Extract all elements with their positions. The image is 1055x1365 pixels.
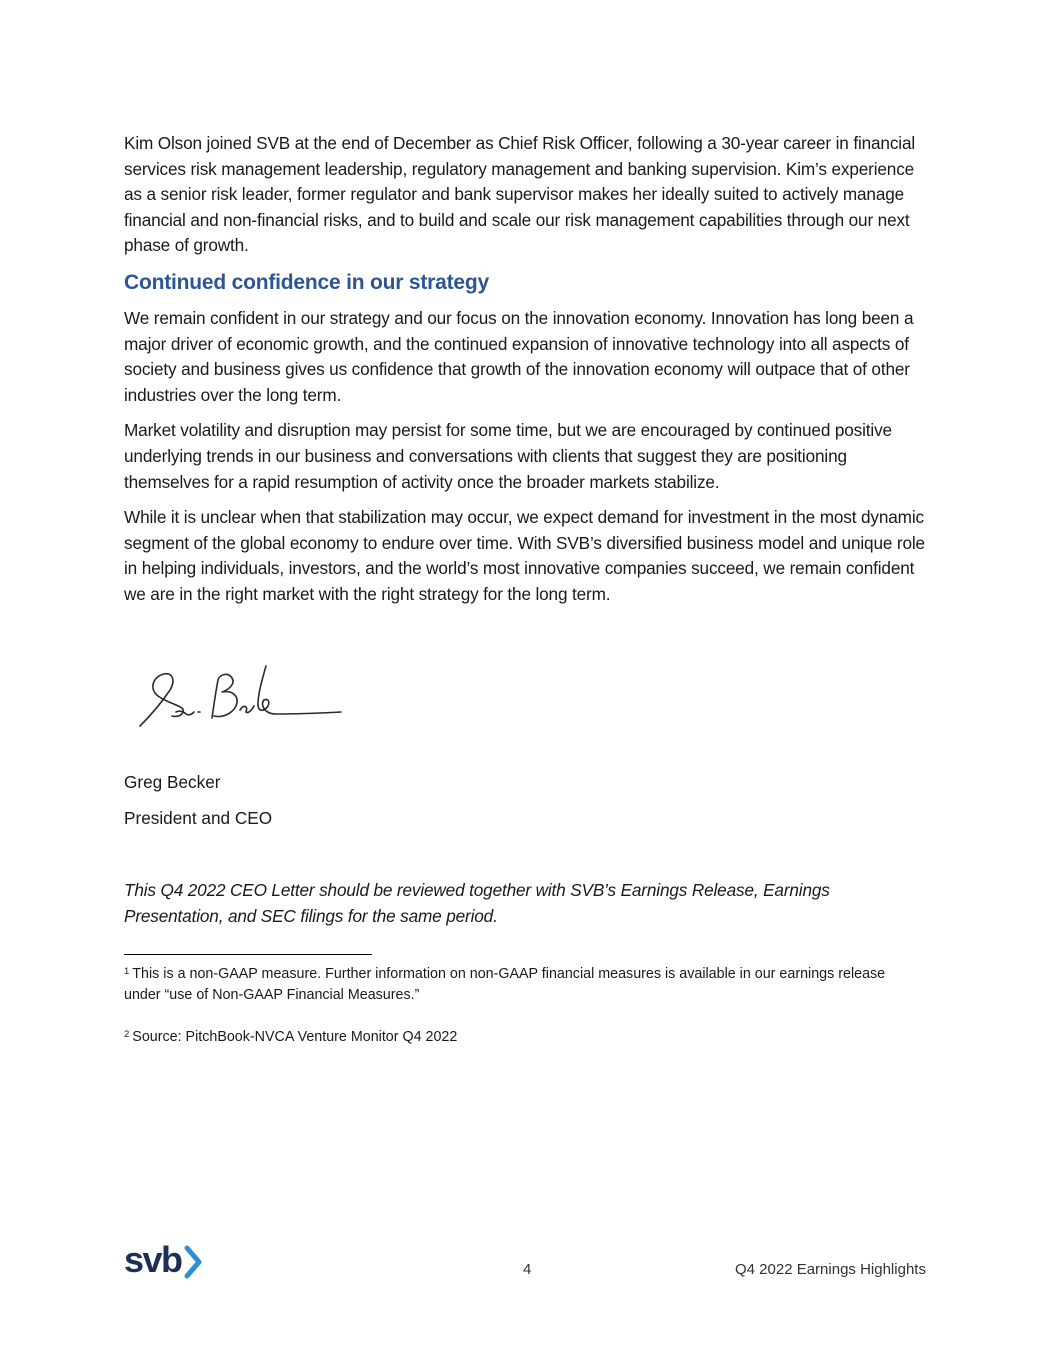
svb-logo bbox=[124, 1240, 204, 1280]
footnote-mark: 2 bbox=[124, 1029, 130, 1040]
footnote-2 bbox=[124, 1027, 924, 1048]
logo-text: svb bbox=[124, 1239, 182, 1280]
signer-title: President and CEO bbox=[124, 808, 273, 828]
footnote-divider bbox=[124, 954, 372, 955]
footnote-1 bbox=[124, 964, 924, 1005]
section-heading: Continued confidence in our strategy bbox=[124, 270, 489, 294]
page-number: 4 bbox=[523, 1261, 532, 1278]
signature-image bbox=[136, 660, 346, 735]
footnote-mark: 1 bbox=[124, 966, 130, 977]
footnote-text: This is a non-GAAP measure. Further information on non-GAAP financial measures is available in our earnings release under “use of Non-GAAP Financial Measures.” bbox=[124, 966, 886, 1003]
paragraph-market-volatility: Market volatility and disruption may persist for some time, but we are encouraged by continued positive underlying trends in our business and conversations with clients that suggest they are positioning themselves for a rapid resumption of activity once the broader markets stabilize. bbox=[124, 420, 892, 492]
footnote-text: Source: PitchBook-NVCA Venture Monitor Q4 2022 bbox=[132, 1029, 458, 1045]
paragraph-outlook: While it is unclear when that stabilization may occur, we expect demand for investment in the most dynamic segment of the global economy to endure over time. With SVB’s diversified business model and unique role in helping individuals, investors, and the world’s most innovative companies succeed, we remain confident we are in the right market with the right strategy for the long term. bbox=[124, 507, 925, 604]
letter-body bbox=[124, 131, 936, 618]
disclaimer: This Q4 2022 CEO Letter should be reviewed together with SVB’s Earnings Release, Earnings Presentation, and SEC filings for the same period. bbox=[124, 880, 830, 926]
paragraph-strategy: We remain confident in our strategy and our focus on the innovation economy. Innovation has long been a major driver of economic growth, and the continued expansion of innovative technology into all aspects of society and business gives us confidence that growth of the innovation economy will outpace that of other industries over the long term. bbox=[124, 307, 914, 405]
paragraph-cro-announcement: Kim Olson joined SVB at the end of December as Chief Risk Officer, following a 30-year career in financial services risk management leadership, regulatory management and banking supervision. Kim’s experience as a senior risk leader, former regulator and bank supervisor makes her ideally suited to actively manage financial and non-financial risks, and to build and scale our risk management capabilities through our next phase of growth. bbox=[124, 133, 916, 256]
footer-title: Q4 2022 Earnings Highlights bbox=[735, 1261, 926, 1278]
signer-name: Greg Becker bbox=[124, 772, 221, 792]
chevron-right-icon bbox=[184, 1245, 204, 1279]
